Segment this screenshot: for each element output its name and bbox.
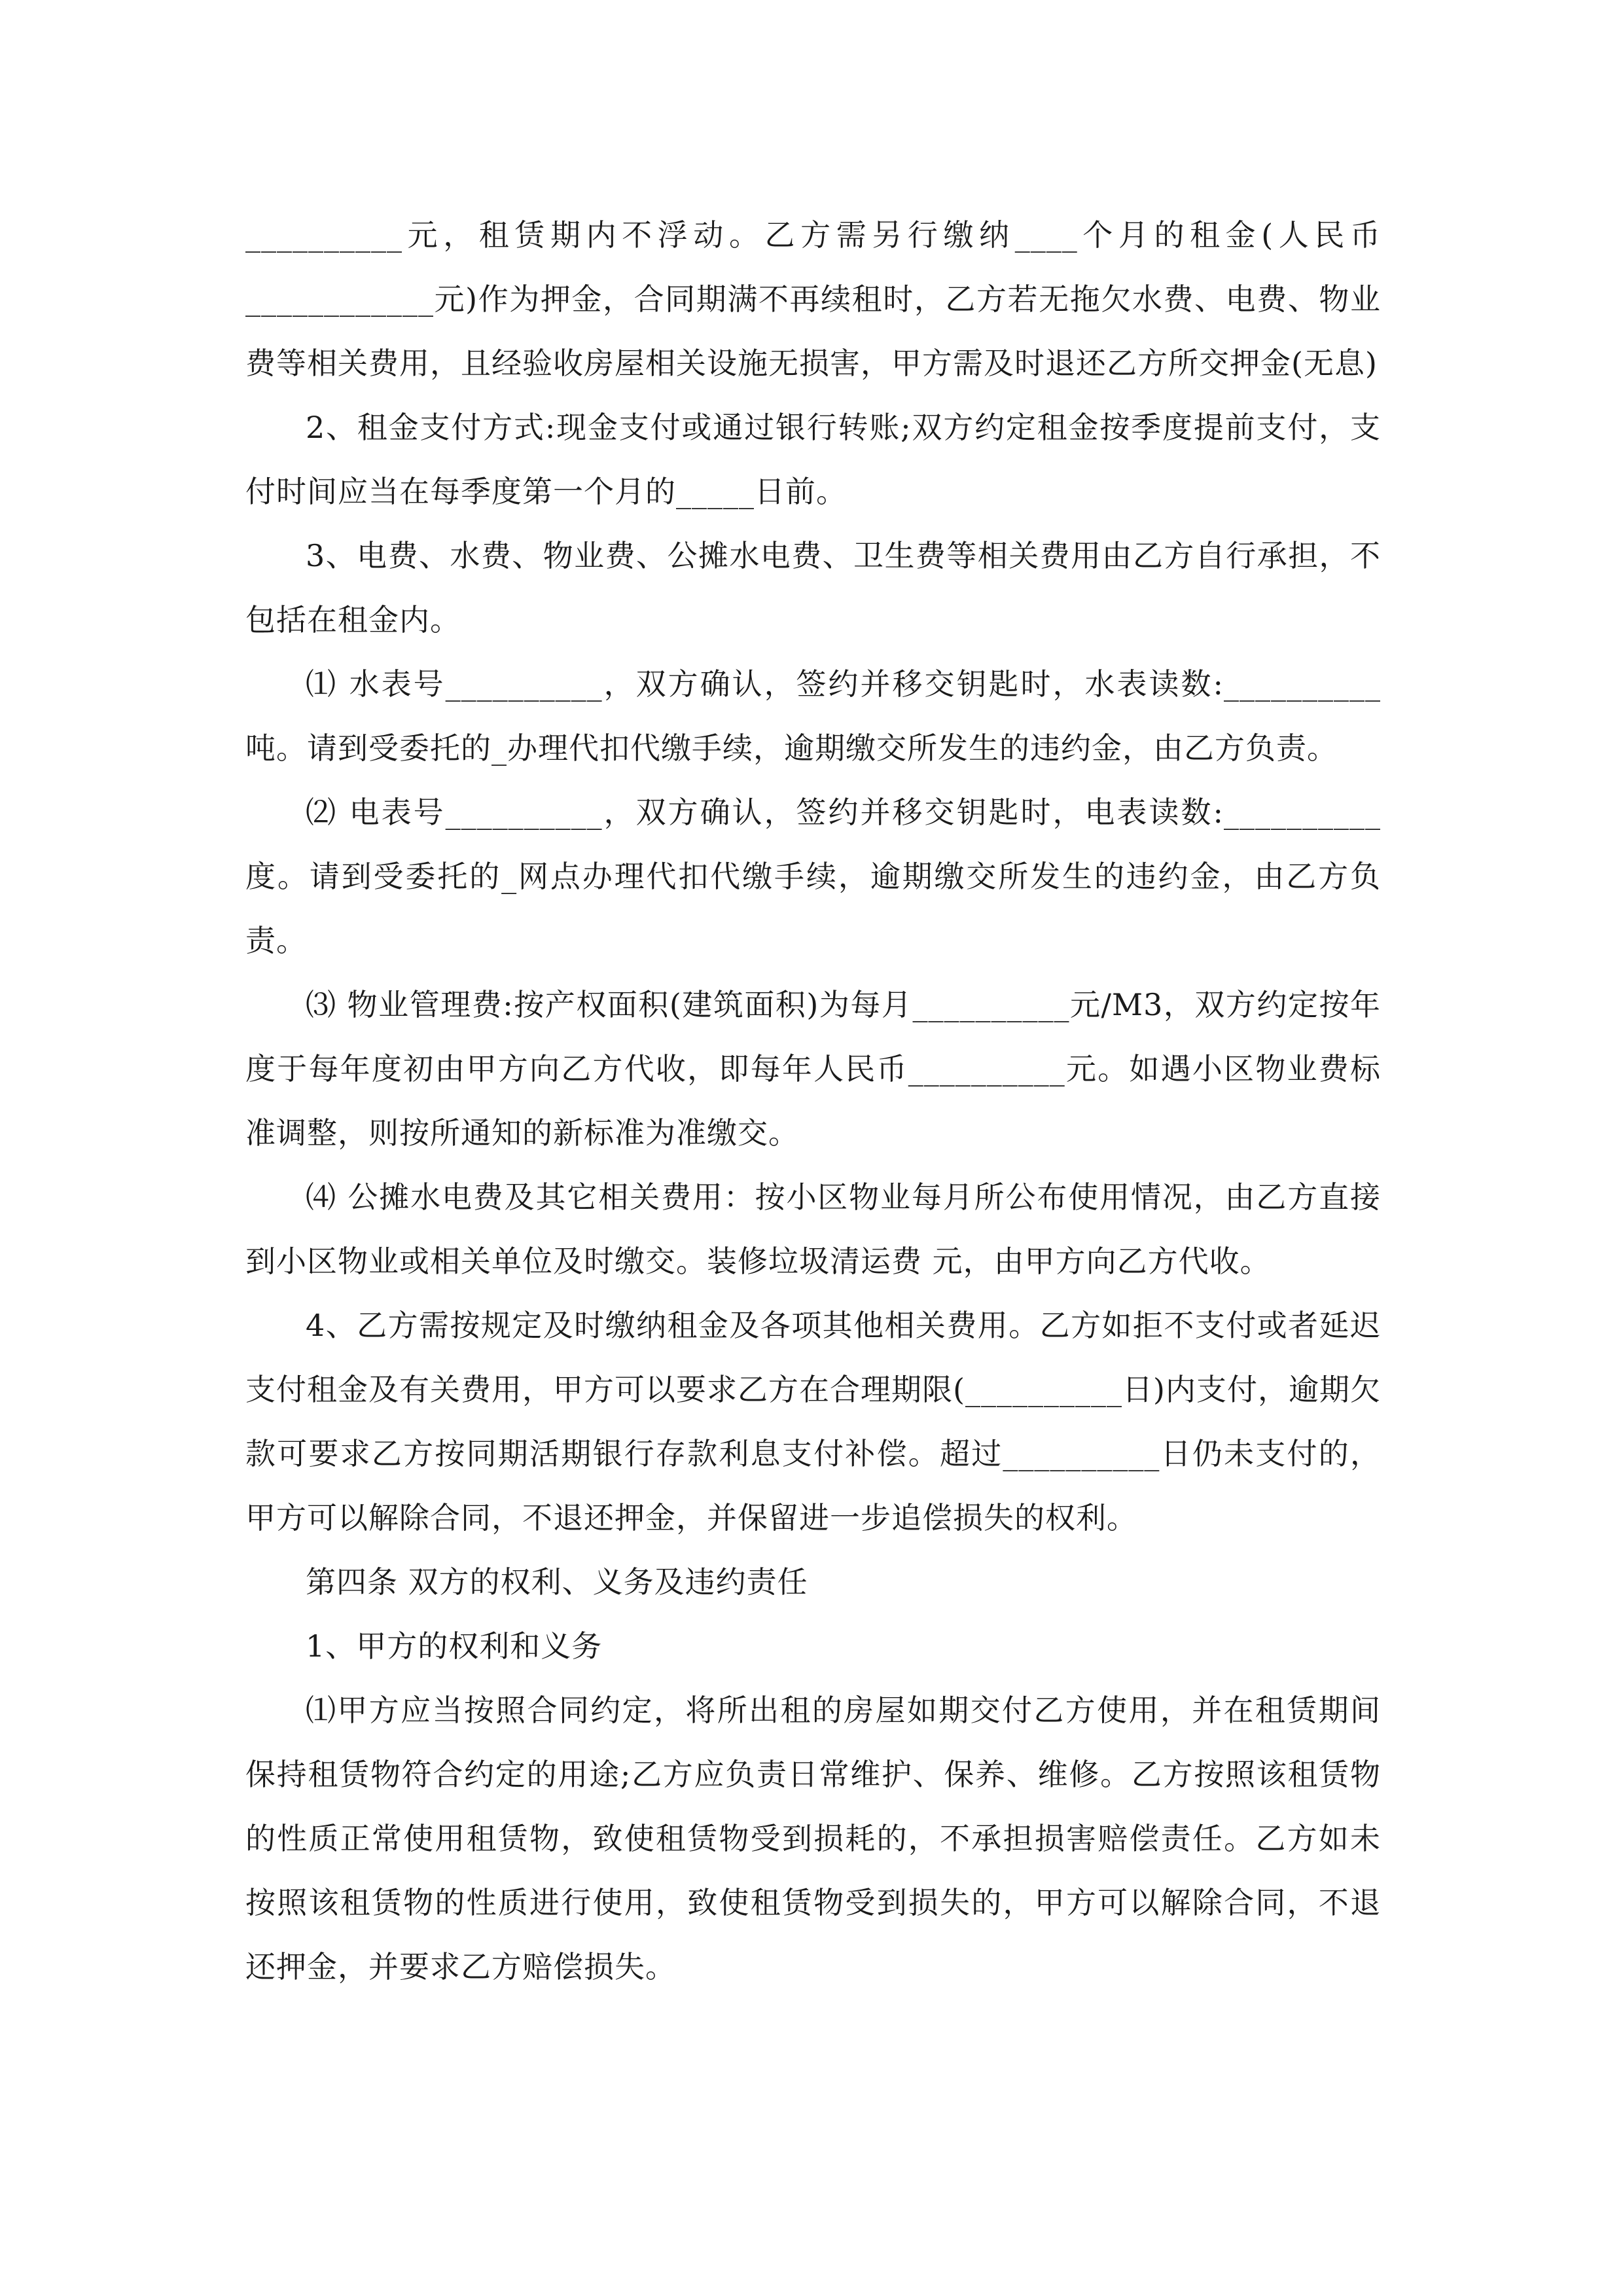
paragraph-payment-method: 2、租金支付方式:现金支付或通过银行转账;双方约定租金按季度提前支付，支付时间应当在每季度第一个月的_____日前。 xyxy=(245,410,1381,509)
paragraph-shared-fees: ⑷ 公摊水电费及其它相关费用：按小区物业每月所公布使用情况，由乙方直接到小区物业或相关单位及时缴交。装修垃圾清运费 元，由甲方向乙方代收。 xyxy=(245,1179,1381,1279)
paragraph-property-fee: ⑶ 物业管理费:按产权面积(建筑面积)为每月__________元/M3，双方约定按年度于每年度初由甲方向乙方代收，即每年人民币__________元。如遇小区物业费标准调整，则按所通知的新标准为准缴交。 xyxy=(245,987,1381,1151)
paragraph-electric-meter: ⑵ 电表号__________，双方确认，签约并移交钥匙时，电表读数:__________度。请到受委托的_网点办理代扣代缴手续，逾期缴交所发生的违约金，由乙方负责。 xyxy=(245,795,1381,958)
paragraph-party-a-obligations: ⑴甲方应当按照合同约定，将所出租的房屋如期交付乙方使用，并在租赁期间保持租赁物符合约定的用途;乙方应负责日常维护、保养、维修。乙方按照该租赁物的性质正常使用租赁物，致使租赁物受到损耗的，不承担损害赔偿责任。乙方如未按照该租赁物的性质进行使用，致使租赁物受到损失的，甲方可以解除合同，不退还押金，并要求乙方赔偿损失。 xyxy=(245,1693,1381,1984)
paragraph-utility-fees: 3、电费、水费、物业费、公摊水电费、卫生费等相关费用由乙方自行承担，不包括在租金内。 xyxy=(245,538,1381,637)
paragraph-deposit: __________元，租赁期内不浮动。乙方需另行缴纳____个月的租金(人民币____________元)作为押金，合同期满不再续租时，乙方若无拖欠水费、电费、物业费等相关费用，且经验收房屋相关设施无损害，甲方需及时退还乙方所交押金(无息) xyxy=(245,217,1381,381)
subsection-heading-party-a: 1、甲方的权利和义务 xyxy=(306,1628,603,1664)
paragraph-water-meter: ⑴ 水表号__________，双方确认，签约并移交钥匙时，水表读数:__________吨。请到受委托的_办理代扣代缴手续，逾期缴交所发生的违约金，由乙方负责。 xyxy=(245,666,1381,766)
paragraph-late-payment: 4、乙方需按规定及时缴纳租金及各项其他相关费用。乙方如拒不支付或者延迟支付租金及有关费用，甲方可以要求乙方在合理期限(__________日)内支付，逾期欠款可要求乙方按同期活期银行存款利息支付补偿。超过__________日仍未支付的，甲方可以解除合同，不退还押金，并保留进一步追偿损失的权利。 xyxy=(245,1308,1381,1535)
document-body xyxy=(245,203,1381,1999)
section-heading-article-4: 第四条 双方的权利、义务及违约责任 xyxy=(306,1564,808,1600)
